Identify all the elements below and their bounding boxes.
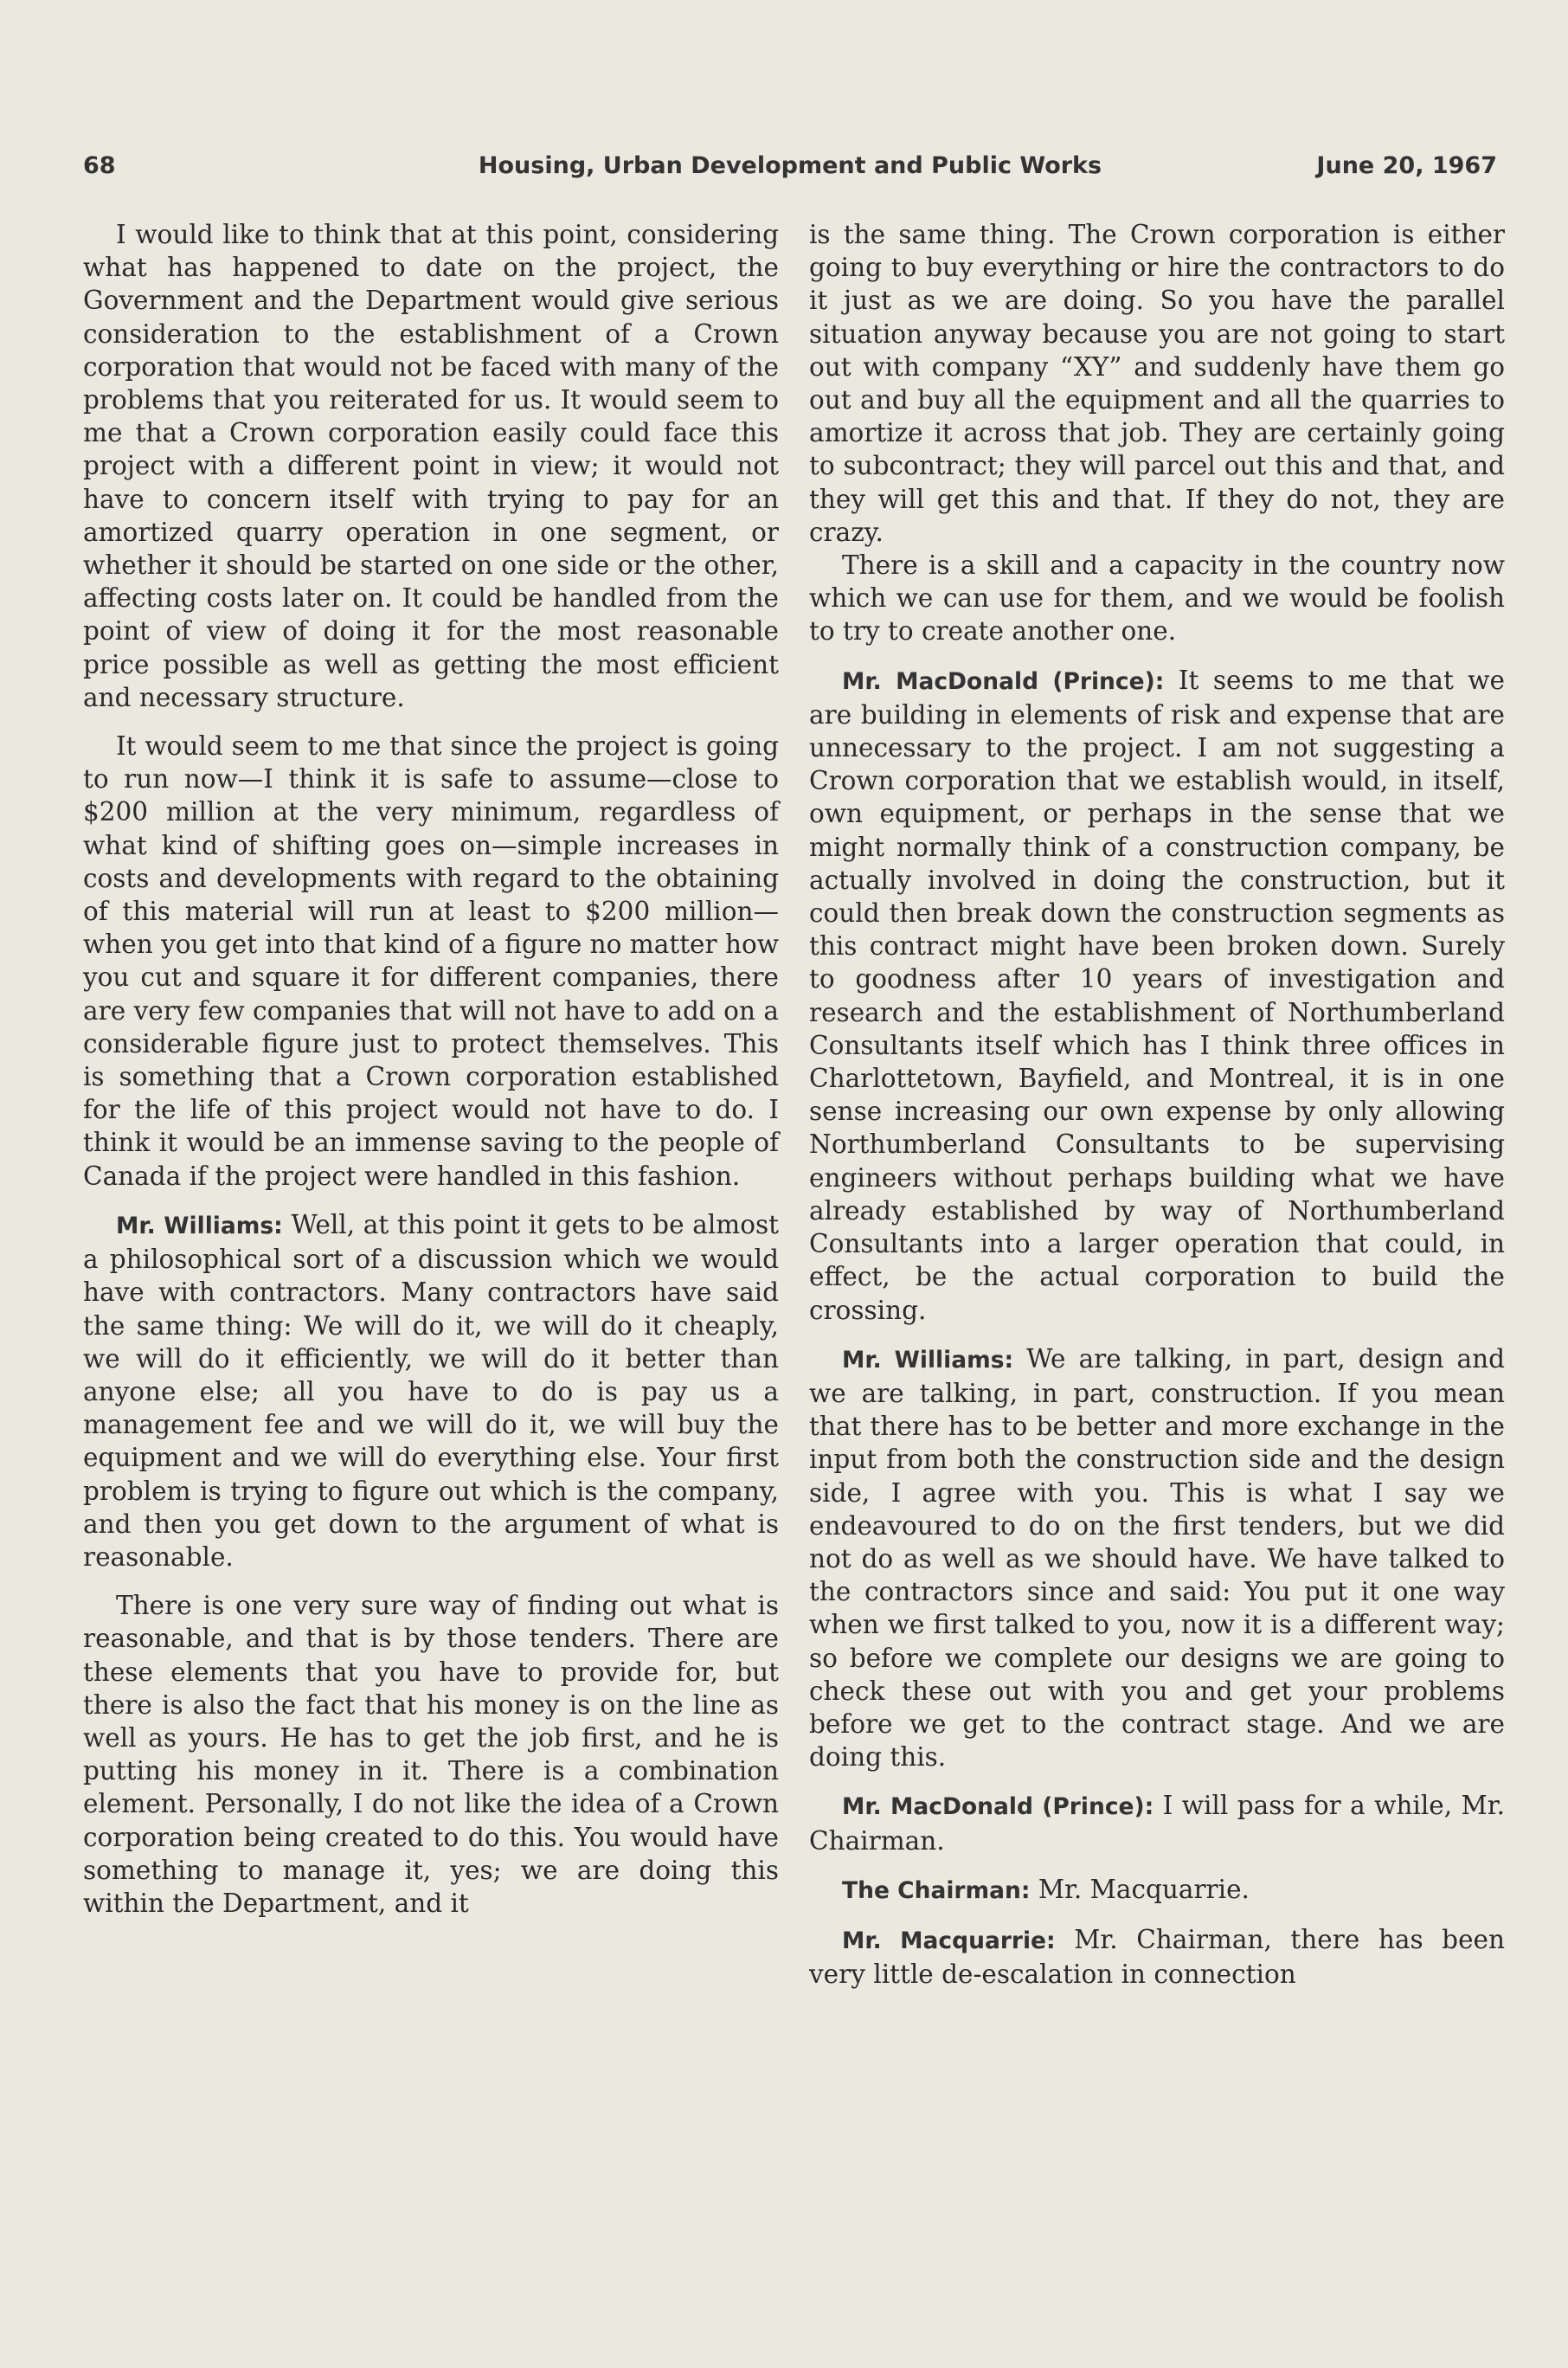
right-column — [809, 218, 1505, 1991]
speaker-name: The Chairman: — [842, 1876, 1031, 1904]
speaker-name: Mr. MacDonald (Prince): — [842, 667, 1165, 695]
paragraph: There is one very sure way of finding out what is reasonable, and that is by those tenders. There are these elements that you have to provide for, but there is also the fact that his money is on the line as well as yours. He has to get the job first, and he is putting his money in it. There is a combination element. Personally, I do not like the idea of a Crown corporation being created to do this. You would have something to manage it, yes; we are doing this within the Department, and it — [83, 1591, 779, 1918]
speaker-name: Mr. Williams: — [842, 1346, 1014, 1374]
left-column — [83, 218, 779, 1920]
page-header — [83, 152, 1497, 190]
speaker-paragraph — [809, 1873, 1505, 1908]
speech-text: It seems to me that we are building in elements of risk and expense that are unnecessary to the project. I am not suggesting a Crown corporation that we establish would, in itself, own equipment, or perhaps in the sense that we might normally think of a construction company, be actually involved in doing the construction, but it could then break down the construction segments as this contract might have been broken down. Surely to goodness after 10 years of investigation and research and the establishment of Northumberland Consultants itself which has I think three offices in Charlottetown, Bayfield, and Montreal, it is in one sense increasing our own expense by only allowing Northumberland Consultants to be supervising engineers without perhaps building what we have already established by way of Northumberland Consultants into a larger operation that could, in effect, be the actual corporation to build the crossing. — [809, 665, 1505, 1325]
paragraph: It would seem to me that since the project is going to run now—I think it is safe to assume—close to $200 million at the very minimum, regardless of what kind of shifting goes on—simple increases in costs and developments with regard to the obtaining of this material will run at least to $200 million—when you get into that kind of a figure no matter how you cut and square it for different companies, there are very few companies that will not have to add on a considerable figure just to protect themselves. This is something that a Crown corporation established for the life of this project would not have to do. I think it would be an immense saving to the people of Canada if the project were handled in this fashion. — [83, 731, 780, 1191]
speaker-paragraph — [809, 1923, 1505, 1991]
speaker-name: Mr. Macquarrie: — [842, 1927, 1056, 1954]
page-date: June 20, 1967 — [1316, 152, 1497, 179]
speaker-name: Mr. Williams: — [116, 1212, 283, 1239]
speaker-paragraph — [809, 1342, 1505, 1774]
speaker-paragraph — [809, 1789, 1505, 1856]
speech-text: Mr. Macquarrie. — [1030, 1874, 1250, 1904]
paragraph: There is a skill and a capacity in the country now which we can use for them, and we would be foolish to try to create another one. — [809, 550, 1505, 647]
speech-text: Well, at this point it gets to be almost a philosophical sort of a discussion which we would have with contractors. Many contractors have said the same thing: We will do it, we will do it cheaply, we will do it efficiently, we will do it better than anyone else; all you have to do is pay us a management fee and we will do it, we will buy the equipment and we will do everything else. Your first problem is trying to figure out which is the company, and then you get down to the argument of what is reasonable. — [83, 1209, 779, 1572]
speech-text: Mr. Chairman, there has been very little de-escalation in connection — [809, 1924, 1505, 1990]
speaker-paragraph — [809, 664, 1505, 1327]
page-title: Housing, Urban Development and Public Works — [478, 152, 1102, 179]
speaker-name: Mr. MacDonald (Prince): — [842, 1793, 1154, 1821]
page-number: 68 — [83, 152, 116, 179]
paragraph: I would like to think that at this point, considering what has happened to date on the project, the Government and the Department would give serious consideration to the establishment of a Crown corporation that would not be faced with many of the problems that you reiterated for us. It would seem to me that a Crown corporation easily could face this project with a different point in view; it would not have to concern itself with trying to pay for an amortized quarry operation in one segment, or whether it should be started on one side or the other, affecting costs later on. It could be handled from the point of view of doing it for the most reasonable price possible as well as getting the most efficient and necessary structure. — [83, 220, 779, 712]
speech-text: I will pass for a while, Mr. Chairman. — [809, 1791, 1505, 1856]
paragraph: is the same thing. The Crown corporation is either going to buy everything or hire the contractors to do it just as we are doing. So you have the parallel situation anyway because you are not going to start out with company “XY” and suddenly have them go out and buy all the equipment and all the quarries to amortize it across that job. They are certainly going to subcontract; they will parcel out this and that, and they will get this and that. If they do not, they are crazy. — [809, 220, 1505, 547]
speaker-paragraph — [83, 1208, 779, 1573]
speech-text: We are talking, in part, design and we are talking, in part, construction. If you mean that there has to be better and more exchange in the input from both the construction side and the design side, I agree with you. This is what I say we endeavoured to do on the first tenders, but we did not do as well as we should have. We have talked to the contractors since and said: You put it one way when we first talked to you, now it is a different way; so before we complete our designs we are going to check these out with you and get your problems before we get to the contract stage. And we are doing this. — [809, 1343, 1505, 1773]
